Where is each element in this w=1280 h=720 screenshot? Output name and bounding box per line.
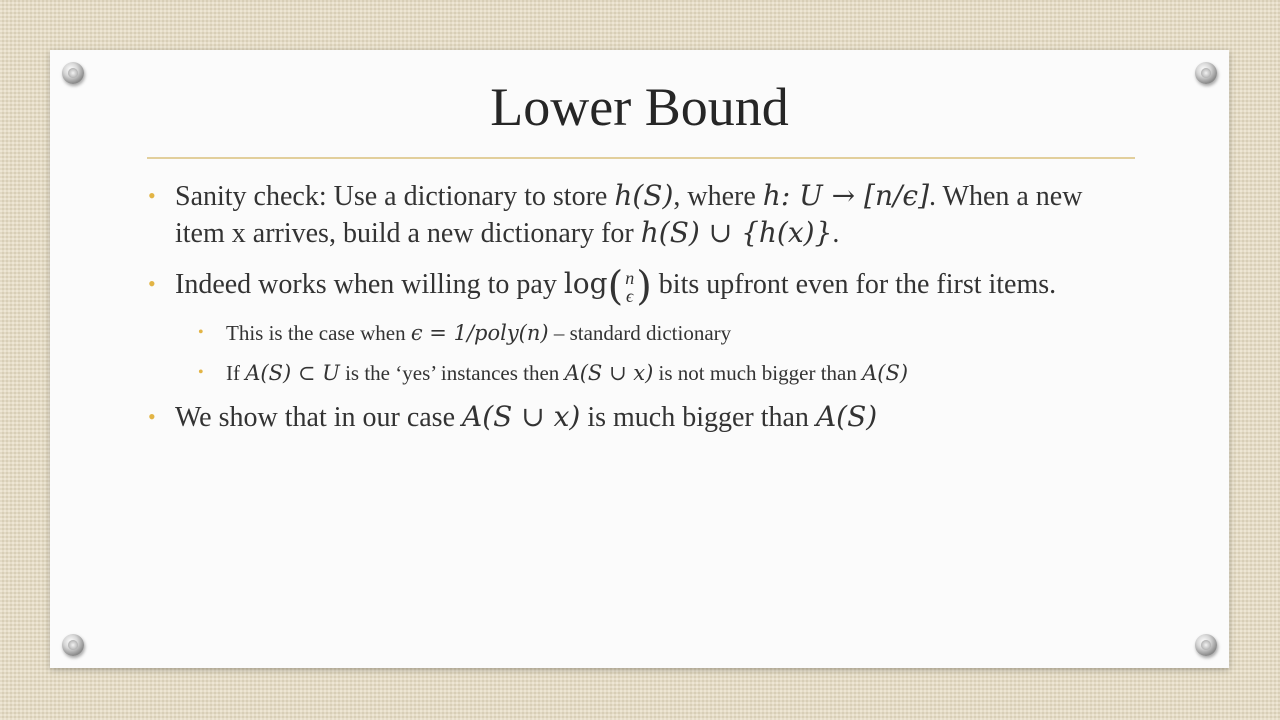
bullet-item	[148, 178, 1128, 252]
bullet-text: .	[832, 218, 840, 249]
slide-title: Lower Bound	[490, 77, 789, 137]
bullet-text: – standard dictionary	[548, 320, 732, 345]
math-expression: h(S) ∪ {h(x)}	[640, 216, 833, 249]
fraction-denominator: ϵ	[626, 285, 634, 306]
math-expression: ϵ = 1/poly(n)	[410, 320, 549, 345]
math-expression: A(S ∪ x)	[462, 399, 581, 433]
bullet-text: . When a new item x arrives, build a new dictionary for	[175, 181, 1083, 249]
slide	[50, 50, 1229, 668]
bullet-dot-icon: •	[148, 271, 156, 296]
title-divider	[147, 157, 1135, 159]
math-expression: A(S)	[862, 360, 909, 385]
left-paren: (	[607, 263, 624, 310]
bullet-text: is not much bigger than	[653, 360, 863, 385]
math-expression: h(S)	[614, 179, 674, 212]
bullet-item	[148, 263, 1128, 310]
right-paren: )	[636, 263, 652, 310]
sub-bullet-item	[198, 319, 1128, 347]
bullet-text: If	[226, 360, 246, 385]
math-log: log	[563, 267, 608, 300]
bullet-item	[148, 399, 1128, 436]
bullet-list	[148, 178, 1128, 450]
bullet-dot-icon: •	[198, 323, 204, 341]
bullet-text: We show that in our case	[175, 401, 462, 433]
math-expression: A(S ∪ x)	[564, 360, 654, 385]
bullet-text: , where	[673, 181, 763, 212]
math-fraction	[625, 269, 634, 305]
pushpin-icon	[1195, 634, 1217, 656]
bullet-text: Sanity check: Use a dictionary to store	[175, 181, 615, 212]
math-expression: A(S) ⊂ U	[245, 360, 340, 385]
math-expression: A(S)	[815, 399, 878, 433]
bullet-text: Indeed works when willing to pay	[175, 269, 564, 300]
bullet-text: This is the case when	[226, 320, 411, 345]
sub-bullet-item	[198, 359, 1128, 387]
bullet-text: bits upfront even for the first items.	[651, 269, 1057, 300]
fraction-numerator: n	[625, 267, 635, 288]
bullet-text: is the ‘yes’ instances then	[339, 360, 565, 385]
bullet-text: is much bigger than	[580, 401, 816, 433]
bullet-dot-icon: •	[198, 363, 204, 381]
math-expression: h: U → [n/ϵ]	[762, 179, 930, 212]
pushpin-icon	[62, 634, 84, 656]
bullet-dot-icon: •	[148, 183, 156, 208]
bullet-dot-icon: •	[148, 403, 156, 429]
